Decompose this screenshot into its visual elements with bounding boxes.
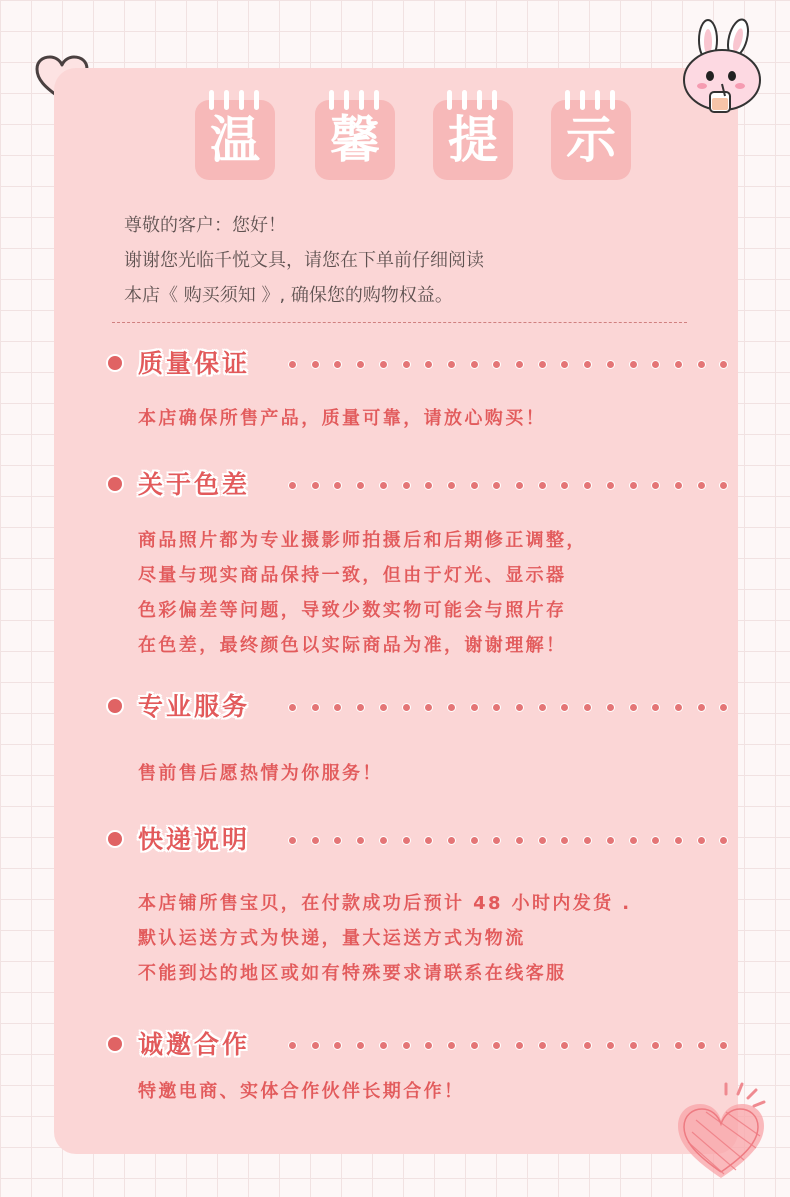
leader-dot: [356, 1041, 365, 1050]
section-header: [106, 823, 726, 857]
leader-dot: [402, 703, 411, 712]
leader-dot: [470, 1041, 479, 1050]
section-header: [106, 1028, 726, 1062]
section-body: [138, 756, 718, 791]
section-line: 尽量与现实商品保持一致，但由于灯光、显示器: [138, 565, 567, 586]
leader-dot: [515, 703, 524, 712]
leader-dot: [311, 360, 320, 369]
leader-dot: [424, 703, 433, 712]
section-header: [106, 690, 726, 724]
dot-bullet-icon: [106, 830, 124, 848]
leader-dot: [447, 1041, 456, 1050]
section-line: 色彩偏差等问题，导致少数实物可能会与照片存: [138, 600, 567, 621]
leader-dot: [288, 703, 297, 712]
leader-dot: [583, 1041, 592, 1050]
section-line: 不能到达的地区或如有特殊要求请联系在线客服: [138, 963, 567, 984]
leader-dot: [492, 360, 501, 369]
leader-dot: [606, 481, 615, 490]
title-tile: [433, 100, 513, 180]
leader-dot: [697, 703, 706, 712]
leader-dot: [560, 703, 569, 712]
leader-dot: [651, 360, 660, 369]
leader-dot: [538, 703, 547, 712]
leader-dot: [492, 703, 501, 712]
leader-dot: [674, 1041, 683, 1050]
leader-dot: [379, 360, 388, 369]
leader-dot: [492, 481, 501, 490]
leader-dot: [356, 836, 365, 845]
dashed-divider: [112, 322, 687, 323]
section-title: 快递说明: [138, 825, 251, 854]
section-line: 特邀电商、实体合作伙伴长期合作！: [138, 1081, 465, 1102]
leader-dot: [356, 481, 365, 490]
dot-bullet-icon: [106, 354, 124, 372]
leader-dot: [379, 836, 388, 845]
leader-dot: [424, 360, 433, 369]
leader-dot: [515, 360, 524, 369]
leader-dot: [538, 1041, 547, 1050]
title-banner: [195, 90, 635, 185]
intro-line: 谢谢您光临千悦文具，请您在下单前仔细阅读: [124, 250, 484, 271]
leader-dot: [629, 836, 638, 845]
leader-dot: [288, 481, 297, 490]
leader-dot: [629, 1041, 638, 1050]
leader-dot: [470, 360, 479, 369]
section-line: 商品照片都为专业摄影师拍摄后和后期修正调整，: [138, 530, 587, 551]
section-line: 本店确保所售产品，质量可靠，请放心购买！: [138, 408, 546, 429]
leader-dot: [333, 481, 342, 490]
leader-dot: [651, 703, 660, 712]
section-title: 关于色差: [138, 470, 251, 499]
leader-dot: [560, 481, 569, 490]
dot-bullet-icon: [106, 697, 124, 715]
leader-dot: [288, 836, 297, 845]
leader-dot: [492, 1041, 501, 1050]
leader-dot: [538, 481, 547, 490]
bunny-sticker-icon: [680, 18, 770, 118]
title-tile: [195, 100, 275, 180]
leader-dot: [606, 1041, 615, 1050]
leader-dot: [560, 836, 569, 845]
title-char: 示: [566, 111, 616, 169]
leader-dot: [470, 481, 479, 490]
title-char: 温: [210, 111, 260, 169]
title-char: 馨: [330, 111, 380, 169]
leader-dot: [311, 703, 320, 712]
leader-dot: [583, 360, 592, 369]
leader-dot: [470, 836, 479, 845]
calendar-rings-icon: [447, 90, 499, 110]
leader-dot: [651, 1041, 660, 1050]
section-line: 本店铺所售宝贝，在付款成功后预计 48 小时内发货 .: [138, 893, 632, 914]
leader-dot: [288, 1041, 297, 1050]
leader-dot: [424, 481, 433, 490]
leader-dot: [674, 836, 683, 845]
leader-dot: [447, 836, 456, 845]
leader-dot: [515, 836, 524, 845]
leader-dot: [402, 836, 411, 845]
calendar-rings-icon: [209, 90, 261, 110]
section-body: [138, 886, 718, 991]
intro-line: 本店《 购买须知 》, 确保您的购物权益。: [124, 285, 453, 306]
section-title: 质量保证: [138, 349, 251, 378]
section-title: 专业服务: [138, 692, 251, 721]
leader-dot: [515, 1041, 524, 1050]
leader-dot: [402, 360, 411, 369]
leader-dot: [538, 836, 547, 845]
leader-dot: [356, 703, 365, 712]
leader-dot: [402, 1041, 411, 1050]
section-header: [106, 468, 726, 502]
section-body: [138, 1074, 718, 1109]
leader-dot: [697, 360, 706, 369]
leader-dot: [333, 1041, 342, 1050]
scribble-heart-icon: [666, 1080, 776, 1190]
leader-dot: [402, 481, 411, 490]
leader-dot: [583, 481, 592, 490]
leader-dot: [379, 1041, 388, 1050]
leader-dot: [651, 836, 660, 845]
leader-dot: [447, 703, 456, 712]
leader-dot: [583, 703, 592, 712]
leader-dot: [333, 360, 342, 369]
calendar-rings-icon: [565, 90, 617, 110]
title-tile: [551, 100, 631, 180]
leader-dot: [629, 360, 638, 369]
dot-bullet-icon: [106, 475, 124, 493]
leader-dot: [674, 360, 683, 369]
leader-dot: [560, 360, 569, 369]
intro-text: [124, 208, 644, 313]
leader-dot: [447, 481, 456, 490]
leader-dot: [470, 703, 479, 712]
leader-dot: [674, 703, 683, 712]
leader-dot: [379, 481, 388, 490]
section-title: 诚邀合作: [138, 1030, 251, 1059]
title-tile: [315, 100, 395, 180]
section-body: [138, 401, 718, 436]
leader-dot: [311, 1041, 320, 1050]
leader-dot: [606, 703, 615, 712]
dot-bullet-icon: [106, 1035, 124, 1053]
leader-dot: [606, 836, 615, 845]
leader-dot: [560, 1041, 569, 1050]
leader-dot: [697, 481, 706, 490]
section-line: 售前售后愿热情为你服务！: [138, 763, 383, 784]
leader-dot: [311, 481, 320, 490]
leader-dot: [606, 360, 615, 369]
leader-dot: [629, 703, 638, 712]
leader-dot: [424, 836, 433, 845]
section-header: [106, 347, 726, 381]
leader-dot: [333, 703, 342, 712]
leader-dot: [288, 360, 297, 369]
leader-dot: [333, 836, 342, 845]
leader-dot: [697, 836, 706, 845]
section-line: 在色差，最终颜色以实际商品为准，谢谢理解！: [138, 635, 567, 656]
leader-dot: [583, 836, 592, 845]
leader-dot: [651, 481, 660, 490]
leader-dot: [538, 360, 547, 369]
leader-dot: [629, 481, 638, 490]
leader-dot: [515, 481, 524, 490]
calendar-rings-icon: [329, 90, 381, 110]
leader-dot: [492, 836, 501, 845]
title-char: 提: [448, 111, 498, 169]
leader-dot: [447, 360, 456, 369]
section-body: [138, 523, 718, 663]
leader-dot: [356, 360, 365, 369]
section-line: 默认运送方式为快递，量大运送方式为物流: [138, 928, 526, 949]
leader-dot: [424, 1041, 433, 1050]
leader-dot: [697, 1041, 706, 1050]
intro-greeting: 尊敬的客户：您好！: [124, 215, 286, 236]
leader-dot: [674, 481, 683, 490]
leader-dot: [311, 836, 320, 845]
leader-dot: [379, 703, 388, 712]
